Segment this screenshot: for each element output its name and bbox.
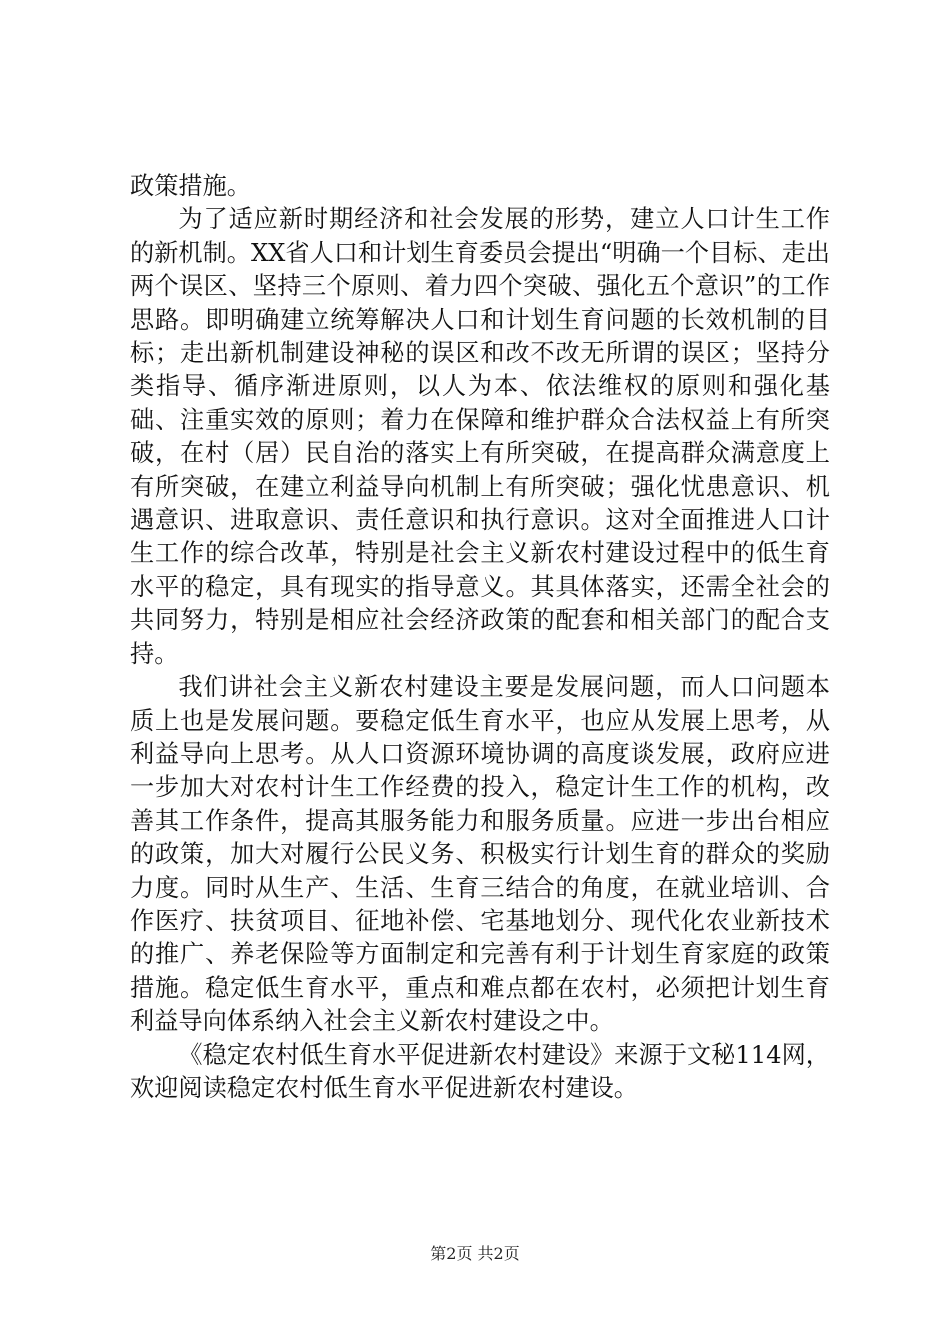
- page-footer: [0, 1244, 950, 1264]
- page-number: 第2页 共2页: [430, 1244, 520, 1263]
- paragraph-source-note: 《稳定农村低生育水平促进新农村建设》来源于文秘114网，欢迎阅读稳定农村低生育水平促进新农村建设。: [130, 1040, 830, 1102]
- document-body: [130, 170, 830, 1105]
- paragraph-continuation: 政策措施。: [130, 172, 251, 200]
- paragraph-development: 我们讲社会主义新农村建设主要是发展问题，而人口问题本质上也是发展问题。要稳定低生育水平，也应从发展上思考，从利益导向上思考。从人口资源环境协调的高度谈发展，政府应进一步加大对农村计生工作经费的投入，稳定计生工作的机构，改善其工作条件，提高其服务能力和服务质量。应进一步出台相应的政策，加大对履行公民义务、积极实行计划生育的群众的奖励力度。同时从生产、生活、生育三结合的角度，在就业培训、合作医疗、扶贫项目、征地补偿、宅基地划分、现代化农业新技术的推广、养老保险等方面制定和完善有利于计划生育家庭的政策措施。稳定低生育水平，重点和难点都在农村，必须把计划生育利益导向体系纳入社会主义新农村建设之中。: [130, 673, 830, 1036]
- paragraph-new-mechanism: 为了适应新时期经济和社会发展的形势，建立人口计生工作的新机制。XX省人口和计划生育委员会提出“明确一个目标、走出两个误区、坚持三个原则、着力四个突破、强化五个意识”的工作思路。即明确建立统筹解决人口和计划生育问题的长效机制的目标；走出新机制建设神秘的误区和改不改无所谓的误区；坚持分类指导、循序渐进原则，以人为本、依法维权的原则和强化基础、注重实效的原则；着力在保障和维护群众合法权益上有所突破，在村（居）民自治的落实上有所突破，在提高群众满意度上有所突破，在建立利益导向机制上有所突破；强化忧患意识、机遇意识、进取意识、责任意识和执行意识。这对全面推进人口计生工作的综合改革，特别是社会主义新农村建设过程中的低生育水平的稳定，具有现实的指导意义。其具体落实，还需全社会的共同努力，特别是相应社会经济政策的配套和相关部门的配合支持。: [130, 205, 830, 668]
